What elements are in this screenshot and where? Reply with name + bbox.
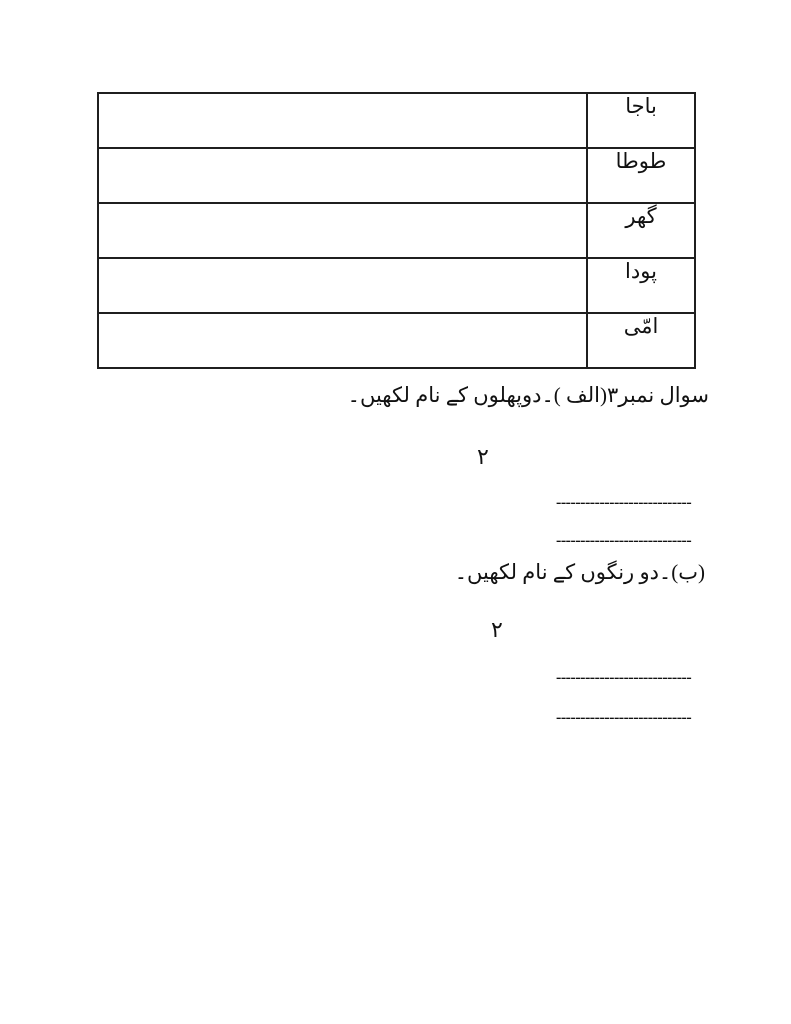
question-3a-text: سوال نمبر۳(الف )۔دوپھلوں کے نام لکھیں۔: [347, 383, 709, 407]
answer-cell-blank: [98, 148, 587, 203]
table-row: [98, 203, 695, 258]
word-cell: باجا: [587, 93, 695, 148]
answer-cell-blank: [98, 93, 587, 148]
answer-cell-blank: [98, 313, 587, 368]
question-3a-marks: ۲: [477, 444, 489, 469]
question-3b-text: (ب)۔دو رنگوں کے نام لکھیں۔: [454, 560, 705, 584]
answer-cell-blank: [98, 203, 587, 258]
answer-line: ----------------------------: [556, 670, 692, 686]
question-3b-marks: ۲: [491, 617, 503, 642]
answer-line: ----------------------------: [556, 495, 692, 511]
word-cell: طوطا: [587, 148, 695, 203]
vocabulary-table: [97, 92, 696, 369]
word-cell: امّی: [587, 313, 695, 368]
table-row: [98, 148, 695, 203]
table-row: [98, 93, 695, 148]
table-row: [98, 258, 695, 313]
answer-cell-blank: [98, 258, 587, 313]
answer-line: ----------------------------: [556, 533, 692, 549]
table-row: [98, 313, 695, 368]
word-cell: پودا: [587, 258, 695, 313]
answer-line: ----------------------------: [556, 710, 692, 726]
word-cell: گھر: [587, 203, 695, 258]
